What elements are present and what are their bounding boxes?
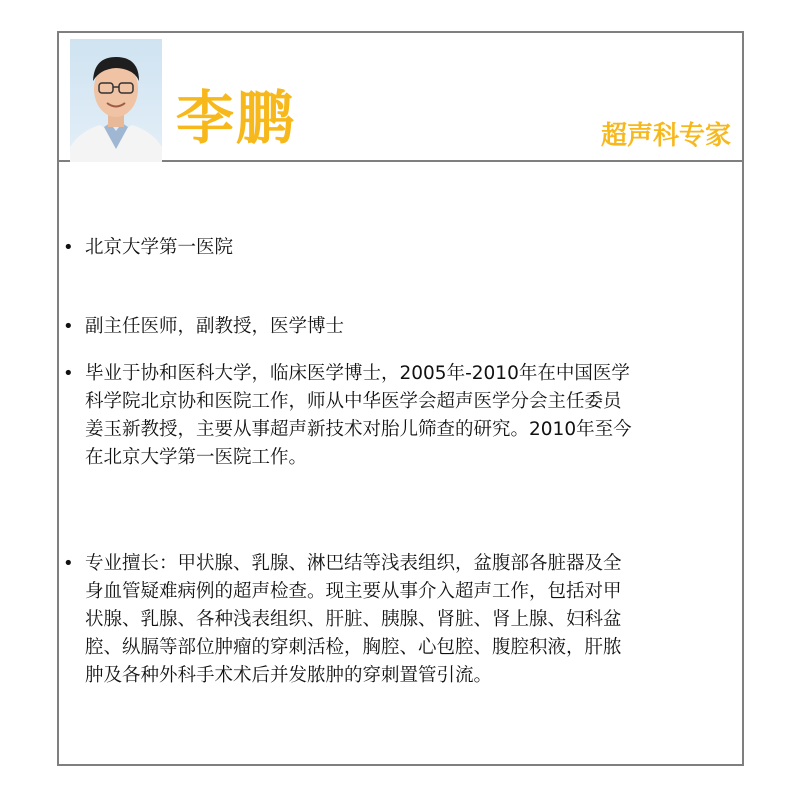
education-text: 毕业于协和医科大学，临床医学博士，2005年-2010年在中国医学 科学院北京协和医院工作，师从中华医学会超声医学分会主任委员 姜玉新教授，主要从事超声新技术对胎儿筛查的研究。2010年至今 在北京大学第一医院工作。 bbox=[85, 363, 632, 468]
hospital-text: 北京大学第一医院 bbox=[85, 237, 234, 258]
bullet-icon: • bbox=[63, 316, 74, 337]
profile-card bbox=[57, 31, 744, 766]
specialty-title: 超声科专家 bbox=[600, 121, 731, 151]
portrait-photo bbox=[70, 39, 162, 162]
doctor-name: 李鹏 bbox=[176, 84, 297, 152]
bullet-icon: • bbox=[63, 237, 74, 258]
bullet-icon: • bbox=[63, 363, 74, 384]
position-text: 副主任医师，副教授，医学博士 bbox=[85, 316, 345, 337]
bullet-icon: • bbox=[63, 553, 74, 574]
profile-header bbox=[59, 33, 742, 162]
expertise-text: 专业擅长：甲状腺、乳腺、淋巴结等浅表组织，盆腹部各脏器及全 身血管疑难病例的超声检查。现主要从事介入超声工作，包括对甲 状腺、乳腺、各种浅表组织、肝脏、胰腺、肾脏、肾上腺、妇科盆 腔、纵膈等部位肿瘤的穿刺活检，胸腔、心包腔、腹腔积液，肝脓 肿及各种外科手术术后并发脓肿的穿刺置管引流。 bbox=[85, 553, 622, 686]
